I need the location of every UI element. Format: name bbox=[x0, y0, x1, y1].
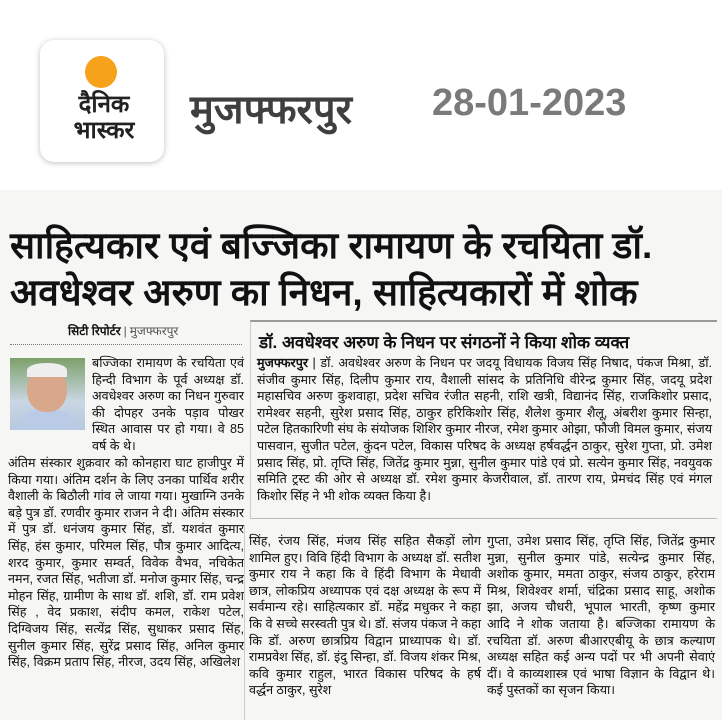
article-body: अंतिम संस्कार शुक्रवार को कोनहारा घाट हाजीपुर में किया गया। अंतिम दर्शन के लिए उनका पार्थिव शरीर वैशाली के बिठौली गांव ले जाया गया। मुखाग्नि उनके बड़े पुत्र डॉ. रणवीर कुमार राजन ने दी। अंतिम संस्कार में पुत्र डॉ. धनंजय कुमार सिंह, डॉ. यशवंत कुमार सिंह, हंस कुमार, परिमल सिंह, पौत्र कुमार आदित्य, शरद कुमार, कुमार सम्वर्त, विवेक वैभव, नचिकेत नमन, रजत सिंह, भतीजा डॉ. मनोज कुमार सिंह, चन्द्र मोहन सिंह, ग्रामीण के साथ डॉ. शशि, डॉ. राम प्रवेश सिंह , वेद प्रकाश, संदीप कमल, राकेश पटेल, दिग्विजय सिंह, सत्येंद्र सिंह, सुधाकर प्रसाद सिंह, सुनील कुमार सिंह, सुरेंद्र प्रसाद सिंह, अनिल कुमार सिंह, विक्रम प्रताप सिंह, नीरज, उदय सिंह, अखिलेश bbox=[8, 456, 244, 670]
box-body: मुजफ्फरपुर | डॉ. अवधेश्वर अरुण के निधन पर जदयू विधायक विजय सिंह निषाद, पंकज मिश्रा, डॉ. संजीव कुमार सिंह, दिलीप कुमार राय, वैशाली सांसद के प्रतिनिधि वीरेन्द्र कुमार सिंह, जदयू प्रदेश महासचिव अरुण कुशवाहा, प्रदेश सचिव रंजीत सहनी, राशि खत्री, विद्यानंद सिंह, राजकिशोर प्रसाद, रामेश्वर सहनी, सुरेश प्रसाद सिंह, ठाकुर हरिकिशोर सिंह, शैलेश कुमार शैलू, अंबरीश कुमार सिन्हा, पटेल हितकारिणी संघ के संयोजक शिशिर कुमार नीरज, रमेश कुमार ओझा, फौजी विमल कुमार, संजय पासवान, सुजीत पटेल, कुंदन पटेल, विकास परिषद के अध्यक्ष हर्षवर्द्धन ठाकुर, सुरेश गुप्ता, प्रो. उमेश प्रसाद सिंह, प्रो. तृप्ति सिंह, जितेंद्र कुमार मुन्ना, सुनील कुमार पांडे एवं प्रो. सत्येन कुमार सिंह, नवयुवक समिति ट्रस्ट की ओर से अध्यक्ष डॉ. रमेश कुमार केजरीवाल, डॉ. तारण राय, प्रेमचंद सिंह एवं मंगल किशोर सिंह ने भी शोक व्यक्त किया है। bbox=[257, 356, 712, 503]
city-title: मुजफ्फरपुर bbox=[190, 88, 352, 132]
dainik-bhaskar-logo bbox=[40, 40, 164, 162]
box-dateline: मुजफ्फरपुर bbox=[257, 356, 309, 370]
article-column-3: गुप्ता, उमेश प्रसाद सिंह, तृप्ति सिंह, जितेंद्र कुमार मुन्ना, सुनील कुमार पांडे, सत्येन्द्र कुमार सिंह, अशोक कुमार, ममता ठाकुर, संजय ठाकुर, हरेराम मिश्र, शिवेश्वर शर्मा, चंद्रिका प्रसाद साहू, अशोक झा, अजय चौधरी, भूपाल भारती, कृष्ण कुमार आदि ने शोक जताया है। बज्जिका रामायण के रचयिता डॉ. अरुण बीआरएबीयू के छात्र कल्याण अध्यक्ष सहित कई अन्य पदों पर भी अपनी सेवाएं दीं। वे काव्यशास्त्र एवं भाषा विज्ञान के विद्वान थे। कई पुस्तकों का सृजन किया। bbox=[487, 534, 715, 698]
date: 28-01-2023 bbox=[432, 82, 627, 124]
sun-icon bbox=[85, 56, 117, 88]
logo-text: दैनिक भास्कर bbox=[73, 91, 135, 144]
divider bbox=[10, 344, 242, 345]
header bbox=[0, 0, 722, 190]
portrait-photo bbox=[10, 358, 85, 430]
condolence-box bbox=[250, 320, 717, 519]
article-column-2: सिंह, रंजय सिंह, मंजय सिंह सहित सैकड़ों लोग शामिल हुए। विवि हिंदी विभाग के अध्यक्ष डॉ. सतीश कुमार राय ने कहा कि वे हिंदी विभाग के मेधावी छात्र, लोकप्रिय अध्यापक एवं दक्ष अध्यक्ष के रूप में सर्वमान्य रहे। साहित्यकार डॉ. महेंद्र मधुकर ने कहा कि वे सच्चे सरस्वती पुत्र थे। डॉ. संजय पंकज ने कहा कि डॉ. अरुण छात्रप्रिय विद्वान प्राध्यापक थे। डॉ. रामप्रवेश सिंह, डॉ. इंदु सिन्हा, डॉ. विजय शंकर मिश्र, कवि कुमार राहुल, भारत विकास परिषद के हर्ष वर्द्धन ठाकुर, सुरेश bbox=[249, 534, 481, 698]
byline-place: मुजफ्फरपुर bbox=[129, 324, 179, 338]
box-text: डॉ. अवधेश्वर अरुण के निधन पर जदयू विधायक विजय सिंह निषाद, पंकज मिश्रा, डॉ. संजीव कुमार सिंह, दिलीप कुमार राय, वैशाली सांसद के प्रतिनिधि वीरेन्द्र कुमार सिंह, जदयू प्रदेश महासचिव अरुण कुशवाहा, प्रदेश सचिव रंजीत सहनी, राशि खत्री, विद्यानंद सिंह, राजकिशोर प्रसाद, रामेश्वर सहनी, सुरेश प्रसाद सिंह, ठाकुर हरिकिशोर सिंह, शैलेश कुमार शैलू, अंबरीश कुमार सिन्हा, पटेल हितकारिणी संघ के संयोजक शिशिर कुमार नीरज, रमेश कुमार ओझा, फौजी विमल कुमार, संजय पासवान, सुजीत पटेल, कुंदन पटेल, विकास परिषद के अध्यक्ष हर्षवर्द्धन ठाकुर, सुरेश गुप्ता, प्रो. उमेश प्रसाद सिंह, प्रो. तृप्ति सिंह, जितेंद्र कुमार मुन्ना, सुनील कुमार पांडे एवं प्रो. सत्येन कुमार सिंह, नवयुवक समिति ट्रस्ट की ओर से अध्यक्ष डॉ. रमेश कुमार केजरीवाल, डॉ. तारण राय, प्रेमचंद सिंह एवं मंगल किशोर सिंह ने भी शोक व्यक्त किया है। bbox=[257, 356, 712, 503]
byline-separator: | bbox=[123, 324, 127, 338]
article-intro: बज्जिका रामायण के रचयिता एवं हिन्दी विभाग के पूर्व अध्यक्ष डॉ. अवधेश्वर अरुण का निधन गुरुवार की दोपहर उनके पड़ाव पोखर स्थित आवास पर हो गया। वे 85 वर्ष के थे। bbox=[92, 356, 244, 453]
box-title: डॉ. अवधेश्वर अरुण के निधन पर संगठनों ने किया शोक व्यक्त bbox=[259, 333, 630, 352]
headline: साहित्यकार एवं बज्जिका रामायण के रचयिता डॉ. अवधेश्वर अरुण का निधन, साहित्यकारों में शोक bbox=[10, 225, 653, 313]
column-divider bbox=[244, 525, 245, 720]
byline-reporter: सिटी रिपोर्टर bbox=[68, 324, 121, 338]
byline bbox=[68, 322, 178, 339]
